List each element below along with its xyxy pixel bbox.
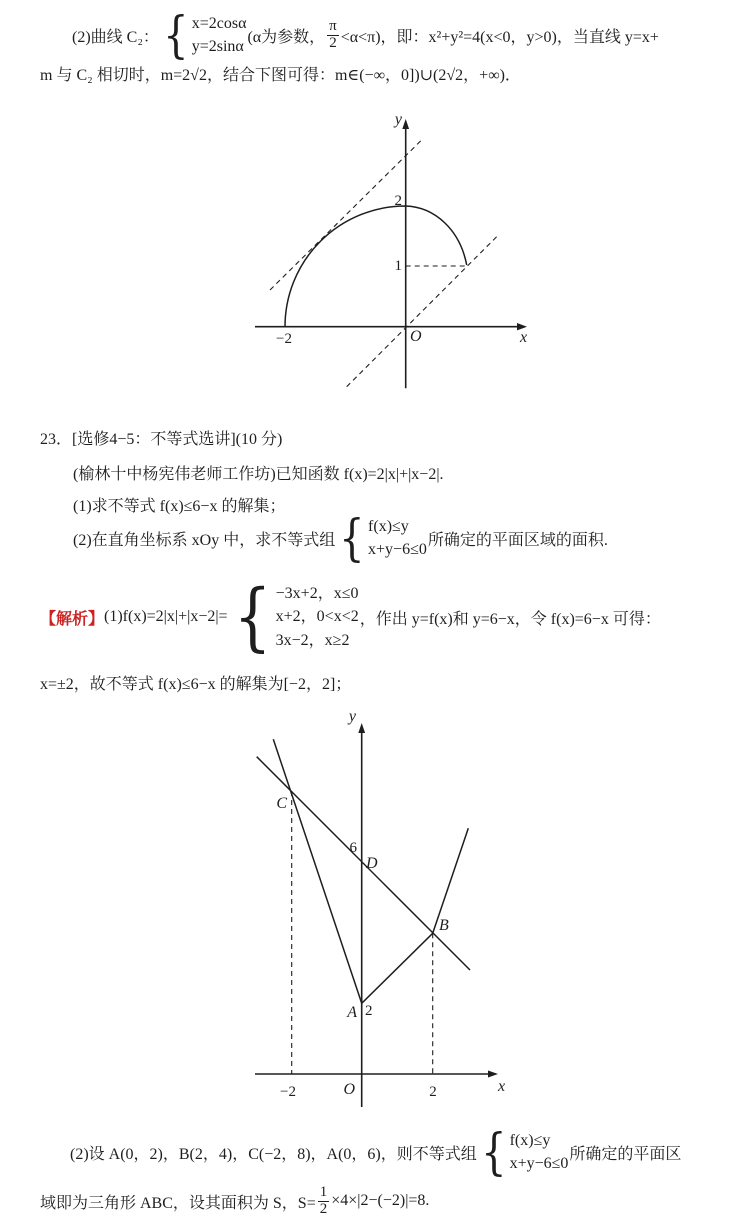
fig2-label-6: 6 — [349, 840, 357, 856]
fig2-label-2-at-a: 2 — [365, 1003, 373, 1019]
fig2-point-a-label: A — [347, 1004, 357, 1021]
piecewise-case-2: x+2，0<x<2 — [275, 608, 359, 626]
system2-row-1: f(x)≤y — [509, 1131, 551, 1149]
parametric-x-equation: x=2cosα — [191, 14, 247, 32]
pi-over-2-fraction — [327, 19, 339, 52]
inequality-system — [336, 508, 427, 567]
fig2-tick-neg2: −2 — [280, 1084, 296, 1100]
fig2-point-b-label: B — [439, 917, 449, 934]
area-formula-prefix: 域即为三角形 ABC，设其面积为 S，S= — [40, 1194, 316, 1212]
fig2-tick-2: 2 — [429, 1084, 437, 1100]
inequality-system-2 — [478, 1122, 569, 1181]
figure-piecewise-region — [240, 705, 525, 1117]
fig1-x-axis-label: x — [520, 329, 528, 346]
solution-line2 — [40, 671, 351, 694]
curve-c2-line2 — [40, 62, 521, 85]
fig1-y-axis-label: y — [394, 111, 402, 128]
x-axis-arrow-icon — [488, 1071, 498, 1078]
problem-23-source — [73, 461, 444, 484]
fig2-origin-label: O — [343, 1081, 355, 1098]
one-half-fraction — [318, 1185, 330, 1218]
left-brace: { — [339, 508, 365, 567]
fig2-point-d-label: D — [366, 855, 378, 872]
part1-question: (1)求不等式 f(x)≤6−x 的解集； — [73, 498, 286, 515]
solution2-line1 — [70, 1122, 682, 1181]
fig2-y-axis-label: y — [348, 708, 356, 725]
y-axis-arrow-icon — [358, 723, 365, 733]
system-row-2: x+y−6≤0 — [368, 541, 427, 558]
figure-circle-tangent — [230, 108, 560, 400]
problem-23-title: 23．[选修4−5：不等式选讲](10 分) — [40, 431, 283, 448]
fraction-denominator: 2 — [329, 34, 337, 51]
y-axis-arrow-icon — [402, 119, 409, 129]
f-left-branch — [273, 739, 361, 1003]
piecewise-cases — [229, 573, 359, 660]
curve-c2-prefix: (2)曲线 C₂： — [72, 28, 159, 46]
solution-line1 — [40, 573, 661, 660]
solution-set-conclusion: x=±2，故不等式 f(x)≤6−x 的解集为[−2，2]； — [40, 676, 352, 693]
solution-piecewise-prefix: (1)f(x)=2|x|+|x−2|= — [104, 608, 228, 625]
fig1-tick-2: 2 — [394, 193, 402, 209]
part2-question-suffix: 所确定的平面区域的面积. — [427, 531, 608, 549]
fig1-tick-neg2: −2 — [276, 331, 292, 347]
system2-row-2: x+y−6≤0 — [509, 1155, 569, 1172]
circle-arc — [285, 206, 467, 327]
solution2-points-prefix: (2)设 A(0，2)，B(2，4)，C(−2，8)，A(0，6)，则不等式组 — [70, 1145, 477, 1163]
curve-c2-mid2: <α<π)，即：x²+y²=4(x<0，y>0)，当直线 y=x+ — [340, 28, 659, 46]
tangency-conclusion: m 与 C₂ 相切时，m=2√2，结合下图可得：m∈(−∞，0])∪(2√2，+∞)． — [40, 67, 521, 84]
left-brace: { — [233, 573, 271, 660]
solution2-region-suffix: 所确定的平面区 — [569, 1145, 682, 1163]
fig2-point-c-label: C — [276, 795, 287, 812]
solution2-line2 — [40, 1184, 429, 1218]
left-brace: { — [163, 5, 189, 64]
f-middle-branch — [362, 933, 433, 1003]
problem-23-heading — [40, 426, 282, 449]
area-formula-suffix: ×4×|2−(−2)|=8. — [331, 1192, 430, 1209]
system-row-1: f(x)≤y — [368, 517, 409, 535]
dashed-line-y-equals-x — [347, 237, 497, 387]
piecewise-case-1: −3x+2，x≤0 — [275, 585, 359, 603]
problem-23-part2 — [73, 508, 608, 567]
piecewise-case-3: 3x−2，x≥2 — [275, 631, 350, 649]
fig1-origin-label: O — [410, 328, 422, 345]
fraction-numerator: π — [329, 17, 337, 34]
fig1-tick-1: 1 — [394, 258, 402, 274]
solution-piecewise-suffix: ，作出 y=f(x)和 y=6−x，令 f(x)=6−x 可得： — [359, 610, 661, 628]
parametric-system — [160, 5, 247, 64]
fraction-denominator: 2 — [319, 1200, 328, 1217]
curve-c2-line1 — [72, 5, 659, 64]
analysis-tag: 【解析】 — [40, 610, 105, 628]
part2-question-prefix: (2)在直角坐标系 xOy 中，求不等式组 — [73, 531, 336, 549]
parametric-y-equation: y=2sinα — [191, 38, 244, 55]
problem-23-given-function: (榆林十中杨宪伟老师工作坊)已知函数 f(x)=2|x|+|x−2|. — [73, 466, 444, 483]
fig2-x-axis-label: x — [498, 1078, 506, 1095]
left-brace: { — [480, 1122, 507, 1181]
curve-c2-mid1: (α为参数， — [247, 28, 326, 46]
line-y-equals-6-minus-x — [257, 757, 470, 970]
fraction-numerator: 1 — [319, 1183, 328, 1200]
